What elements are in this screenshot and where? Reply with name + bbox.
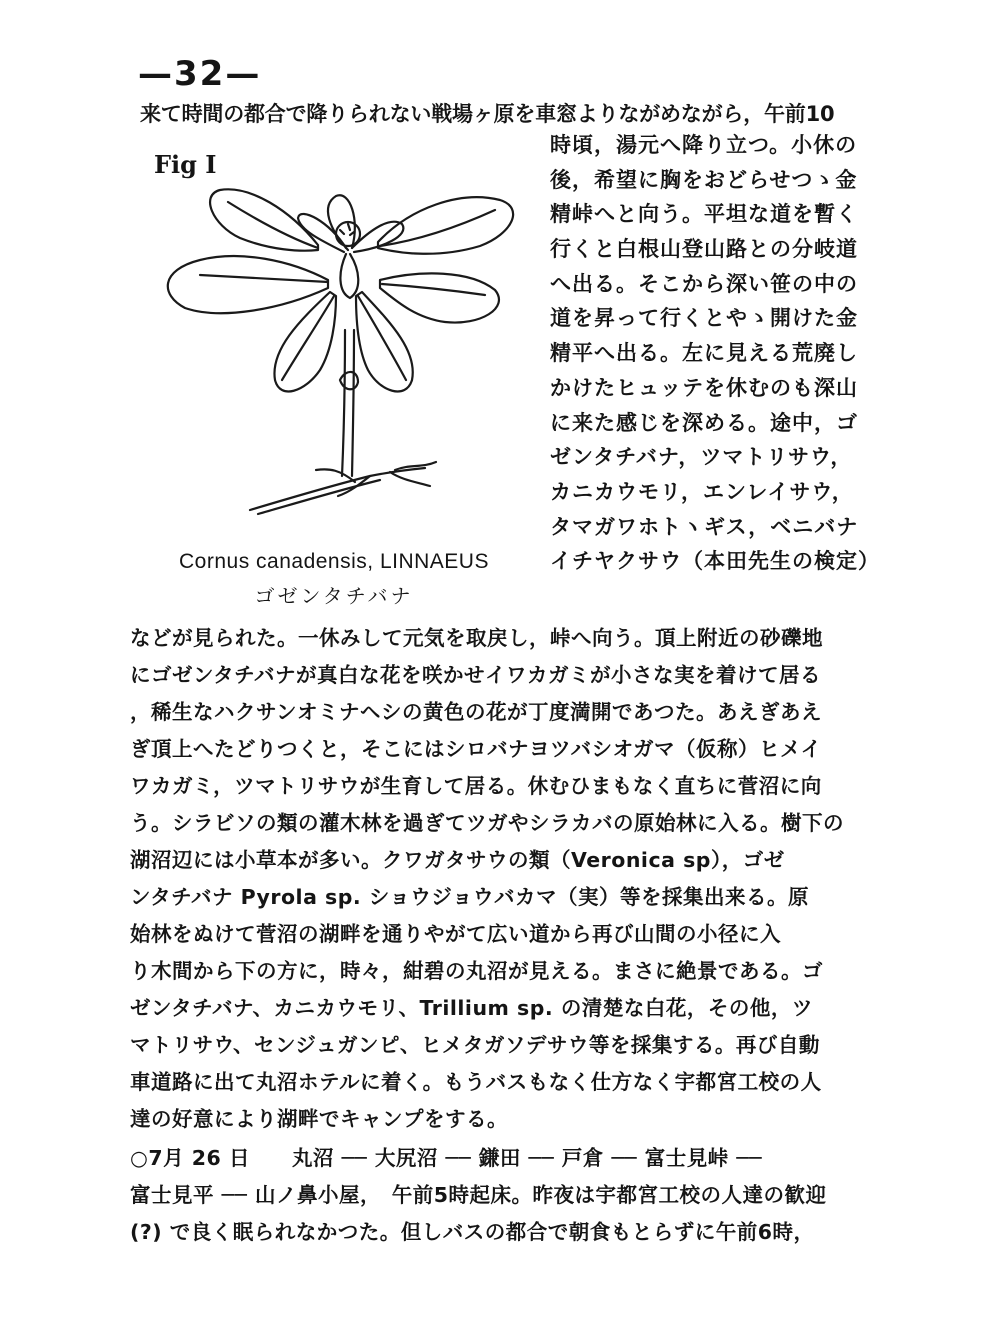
page-number: —32— xyxy=(138,54,262,94)
text-line: ぎ頂上へたどりつくと，そこにはシロバナヨツバシオガマ（仮称）ヒメイ xyxy=(130,737,822,761)
text-line: 時頃，湯元へ降り立つ。小休の xyxy=(550,133,858,157)
text-line: タマガワホトヽギス，ベニバナ xyxy=(550,514,859,539)
text-line: にゴゼンタチバナが真白な花を咲かせイワカガミが小さな実を着けて居る xyxy=(130,663,821,687)
text-line: 湖沼辺には小草本が多い。クワガタサウの類（Veronica sp），ゴゼ xyxy=(130,848,785,872)
text-line: イチヤクサウ（本田先生の検定） xyxy=(550,549,880,574)
text-line: へ出る。そこから深い笹の中の xyxy=(550,271,858,296)
text-line: 精峠へと向う。平坦な道を暫く xyxy=(550,202,858,227)
text-line: う。シラビソの類の灌木林を過ぎてツガやシラカバの原始林に入る。樹下の xyxy=(130,811,844,835)
figure-cornus xyxy=(140,130,530,610)
text-line: マトリサウ、センジュガンピ、ヒメタガソデサウ等を採集する。再び自動 xyxy=(130,1033,820,1057)
text-line: 達の好意により湖畔でキャンプをする。 xyxy=(130,1107,508,1131)
text-line: ゼンタチバナ、カニカウモリ、Trillium sp. の清楚な白花，その他，ツ xyxy=(130,996,813,1020)
figure-caption-japanese: ゴゼンタチバナ xyxy=(254,584,414,608)
body-text xyxy=(130,620,890,1251)
text-line: に来た感じを深める。途中，ゴ xyxy=(550,410,858,435)
text-line: 後，希望に胸をおどらせつゝ金 xyxy=(550,167,858,192)
figure-label: Fig I xyxy=(154,150,217,179)
date-entry-line: 富士見平 ── 山ノ鼻小屋， 午前5時起床。昨夜は宇都宮工校の人達の歓迎 xyxy=(130,1183,827,1207)
text-line: ワカガミ，ツマトリサウが生育して居る。休むひまもなく直ちに菅沼に向 xyxy=(130,774,822,798)
text-line: 精平へ出る。左に見える荒廃し xyxy=(550,341,858,366)
text-line: かけたヒュッテを休むのも深山 xyxy=(550,375,858,400)
figure-caption-latin: Cornus canadensis, LINNAEUS xyxy=(179,550,489,573)
text-line: ンタチバナ Pyrola sp. ショウジョウバカマ（実）等を採集出来る。原 xyxy=(130,885,810,909)
text-line: 始林をぬけて菅沼の湖畔を通りやがて広い道から再び山間の小径に入 xyxy=(130,922,781,946)
text-line: 行くと白根山登山路との分岐道 xyxy=(550,237,858,262)
date-entry-line: ○7月 26 日 丸沼 ── 大尻沼 ── 鎌田 ── 戸倉 ── 富士見峠 ── xyxy=(130,1146,763,1170)
text-line-first: 来て時間の都合で降りられない戦場ヶ原を車窓よりながめながら，午前10 xyxy=(140,102,835,126)
text-line: 車道路に出て丸沼ホテルに着く。もうバスもなく仕方なく宇都宮工校の人 xyxy=(130,1070,822,1094)
text-line: ゼンタチバナ，ツマトリサウ， xyxy=(550,445,853,470)
date-entry-line: (?) で良く眠られなかつた。但しバスの都合で朝食もとらずに午前6時， xyxy=(130,1220,815,1244)
text-line: カニカウモリ，エンレイサウ， xyxy=(550,479,854,504)
right-column-text xyxy=(550,128,900,579)
text-line: ，稀生なハクサンオミナヘシの黄色の花が丁度満開であつた。あえぎあえ xyxy=(130,700,822,724)
text-line: などが見られた。一休みして元気を取戻し，峠へ向う。頂上附近の砂礫地 xyxy=(130,626,823,650)
text-line: り木間から下の方に，時々，紺碧の丸沼が見える。まさに絶景である。ゴ xyxy=(130,959,823,983)
text-line: 道を昇って行くとやゝ開けた金 xyxy=(550,306,858,331)
plant-illustration xyxy=(140,130,530,540)
